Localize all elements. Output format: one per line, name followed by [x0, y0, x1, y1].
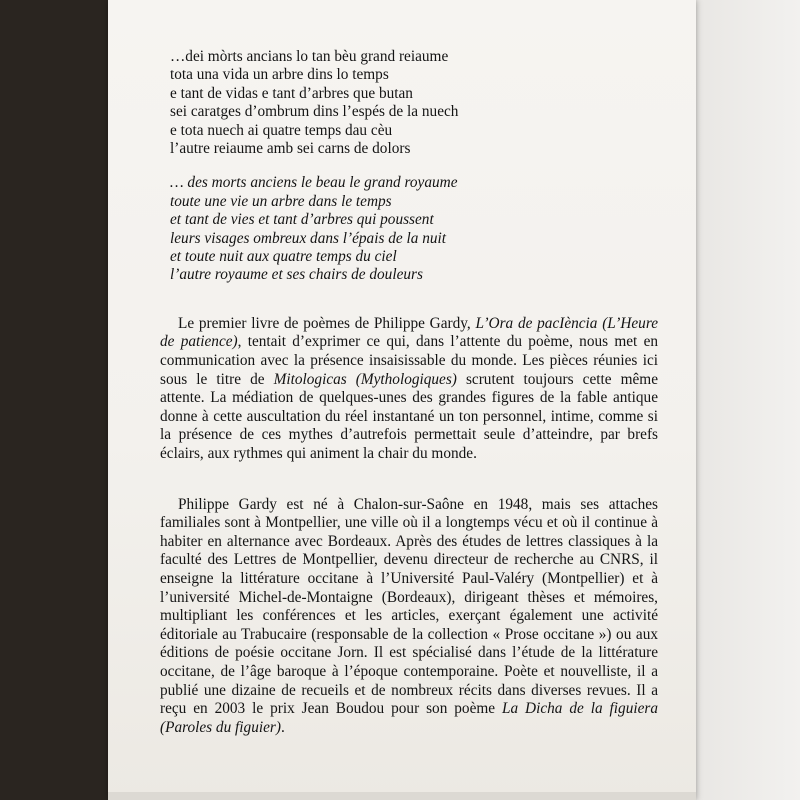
- text-run: Le premier livre de poèmes de Philippe Gardy,: [178, 314, 476, 332]
- verse-line: e tota nuech ai quatre temps dau cèu: [170, 121, 393, 139]
- text-run: , tentait d’exprimer ce qui, dans l’attente du poème, nous met en communication avec la présence insaisissable du monde. Les pièces réunies ici sous le titre de: [160, 333, 659, 388]
- verse-line: sei caratges d’ombrum dins l’espés de la nuech: [170, 103, 459, 121]
- book-title-italic: Mitologicas (Mythologiques): [273, 370, 457, 388]
- occitan-verse: [170, 48, 658, 158]
- poem-title-italic: La Dicha de la figuiera (Paroles du figuier): [160, 700, 658, 736]
- french-verse: [170, 174, 658, 284]
- verse-line: leurs visages ombreux dans l’épais de la nuit: [170, 229, 447, 247]
- book-back-cover: [108, 0, 696, 800]
- text-run: .: [280, 718, 285, 736]
- verse-line: … des morts anciens le beau le grand royaume: [170, 174, 458, 192]
- verse-line: et toute nuit aux quatre temps du ciel: [170, 248, 397, 266]
- verse-line: et tant de vies et tant d’arbres qui poussent: [170, 211, 434, 229]
- verse-line: l’autre reiaume amb sei carns de dolors: [170, 140, 411, 158]
- verse-line: e tant de vidas e tant d’arbres que butan: [170, 84, 413, 102]
- text-run: Philippe Gardy est né à Chalon-sur-Saône en 1948, mais ses attaches familiales sont à Montpellier, une ville où il a longtemps vécu et où il continue à habiter en alternance avec Bordeaux. Après des études de lettres classiques à la faculté des Lettres de Montpellier, devenu directeur de recherche au CNRS, il enseigne la littérature occitane à l’Université Paul-Valéry (Montpellier) et à l’université Michel-de-Montaigne (Bordeaux), dirigeant thèses et mémoires, multipliant les conférences et les articles, exerçant également une activité éditoriale au Trabucaire (responsable de la collection « Prose occitane ») ou aux éditions de poésie occitane Jorn. Il est spécialisé dans l’étude de la littérature occitane, de l’âge baroque à l’époque contemporaine. Poète et nouvelliste, il a publié une dizaine de recueils et de nombreux récits dans diverses revues. Il a reçu en 2003 le prix Jean Boudou pour son poème: [160, 495, 658, 718]
- book-description-paragraph: [160, 315, 658, 464]
- verse-line: tota una vida un arbre dins lo temps: [170, 66, 389, 84]
- book-title-italic: L’Ora de pacIència (L’Heure de patience): [160, 314, 659, 351]
- cover-text: [160, 48, 658, 737]
- author-biography-paragraph: [160, 496, 658, 738]
- background-surface: [690, 0, 800, 800]
- page-edge: [108, 792, 696, 800]
- verse-line: toute une vie un arbre dans le temps: [170, 192, 392, 210]
- verse-line: l’autre royaume et ses chairs de douleurs: [170, 266, 423, 284]
- verse-line: …dei mòrts ancians lo tan bèu grand reiaume: [170, 48, 449, 65]
- text-run: scrutent toujours cette même attente. La médiation de quelques-unes des grandes figures de la fable antique donne à cette auscultation du réel instantané un ton personnel, intime, comme si la présence de ces mythes d’autrefois permettait seule d’atteindre, par brefs éclairs, aux rythmes qui animent la chair du monde.: [160, 370, 658, 463]
